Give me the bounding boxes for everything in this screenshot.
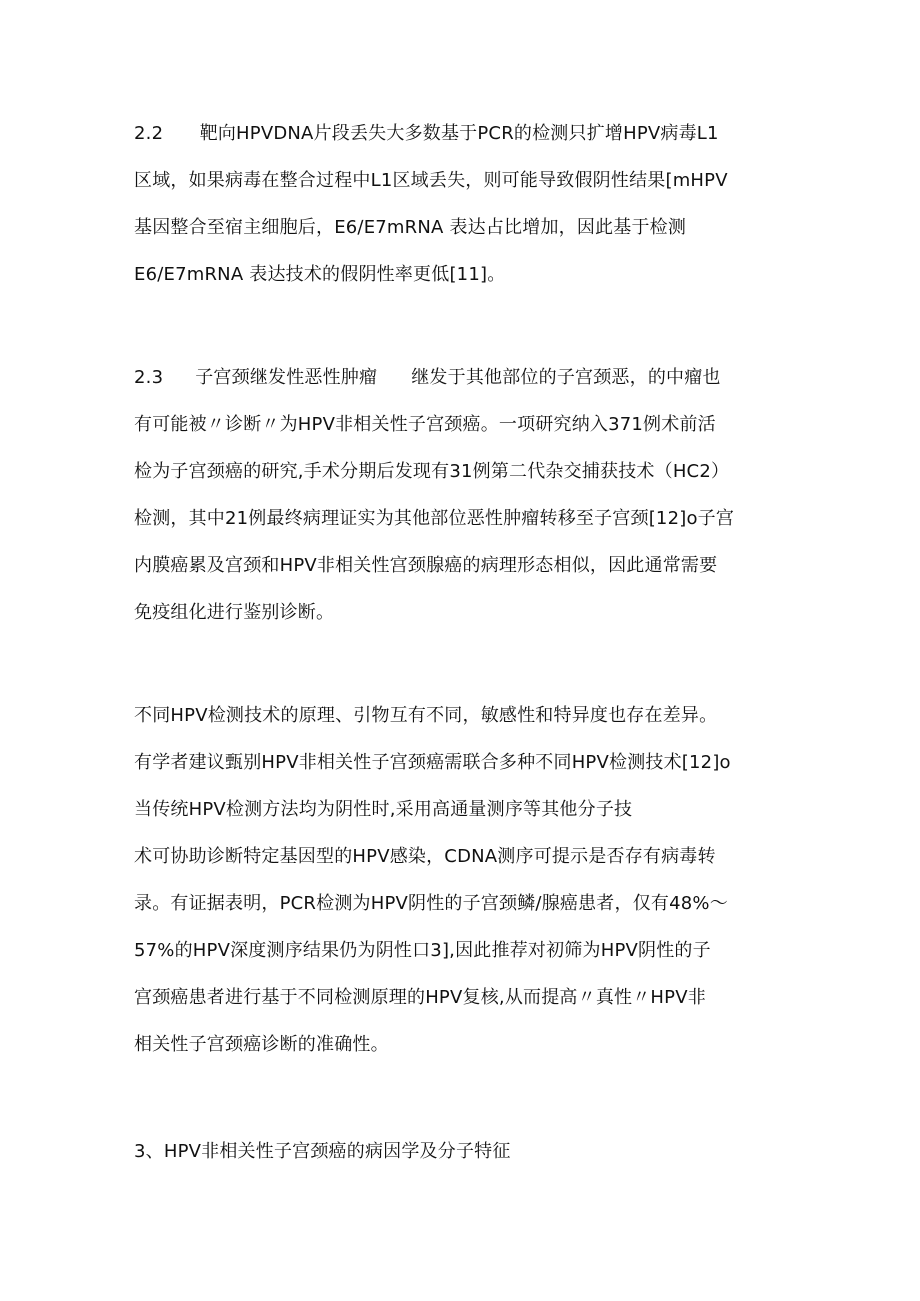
text-line: 免疫组化进行鉴别诊断。	[134, 602, 335, 623]
text-line: 区域，如果病毒在整合过程中L1区域丢失，则可能导致假阴性结果[mHPV	[134, 170, 728, 191]
paragraph-3-line-5	[134, 891, 794, 917]
paragraph-3-line-2	[134, 750, 794, 776]
text-line: 宫颈癌患者进行基于不同检测原理的HPV复核,从而提高〃真性〃HPV非	[134, 987, 706, 1008]
section-2-3-line-4	[134, 553, 794, 579]
text-line: 检为子宫颈癌的研究,手术分期后发现有31例第二代杂交捕获技术（HC2）	[134, 461, 730, 482]
paragraph-3-line-8	[134, 1032, 794, 1058]
section-2-3-line-3	[134, 506, 794, 532]
section-number: 2.3	[134, 367, 164, 388]
paragraph-3-line-1	[134, 703, 794, 729]
section-3-heading	[134, 1139, 794, 1165]
text-line: 当传统HPV检测方法均为阴性时,采用高通量测序等其他分子技	[134, 799, 633, 820]
section-2-3-line-2	[134, 459, 794, 485]
section-2-2-line-3	[134, 215, 794, 241]
section-2-3-line-1	[134, 412, 794, 438]
section-2-2-line-2	[134, 168, 794, 194]
text-line: 有学者建议甄别HPV非相关性子宫颈癌需联合多种不同HPV检测技术[12]o	[134, 752, 731, 773]
text-line: 相关性子宫颈癌诊断的准确性。	[134, 1034, 389, 1055]
text-line: 57%的HPV深度测序结果仍为阴性口3],因此推荐对初筛为HPV阴性的子	[134, 940, 711, 961]
paragraph-3-line-6	[134, 938, 794, 964]
section-title: 子宫颈继发性恶性肿瘤	[195, 367, 378, 388]
text-line: 内膜癌累及宫颈和HPV非相关性宫颈腺癌的病理形态相似，因此通常需要	[134, 555, 718, 576]
text-line: 基因整合至宿主细胞后，E6∕E7mRNA 表达占比增加，因此基于检测	[134, 217, 687, 238]
text-line: E6∕E7mRNA 表达技术的假阴性率更低[11]。	[134, 264, 506, 285]
text-line: 2.2 靶向HPVDNA片段丢失大多数基于PCR的检测只扩增HPV病毒L1	[134, 123, 719, 144]
paragraph-3-line-4	[134, 844, 794, 870]
text-line: 有可能被〃诊断〃为HPV非相关性子宫颈癌。一项研究纳入371例术前活	[134, 414, 716, 435]
text-line: 录。有证据表明，PCR检测为HPV阴性的子宫颈鳞/腺癌患者，仅有48%〜	[134, 893, 728, 914]
section-2-3-heading	[134, 365, 794, 391]
text-line: 检测，其中21例最终病理证实为其他部位恶性肿瘤转移至子宫颈[12]o子宫	[134, 508, 735, 529]
paragraph-3-line-7	[134, 985, 794, 1011]
paragraph-3-line-3	[134, 797, 794, 823]
text-line: 术可协助诊断特定基因型的HPV感染，CDNA测序可提示是否存有病毒转	[134, 846, 716, 867]
section-title: 3、HPV非相关性子宫颈癌的病因学及分子特征	[134, 1141, 511, 1162]
section-2-2-line-1	[134, 121, 794, 147]
text-line: 不同HPV检测技术的原理、引物互有不同，敏感性和特异度也存在差异。	[134, 705, 718, 726]
section-2-2-line-4	[134, 262, 794, 288]
section-heading-rest: 继发于其他部位的子宫颈恶，的中瘤也	[411, 367, 721, 388]
section-2-3-line-5	[134, 600, 794, 626]
